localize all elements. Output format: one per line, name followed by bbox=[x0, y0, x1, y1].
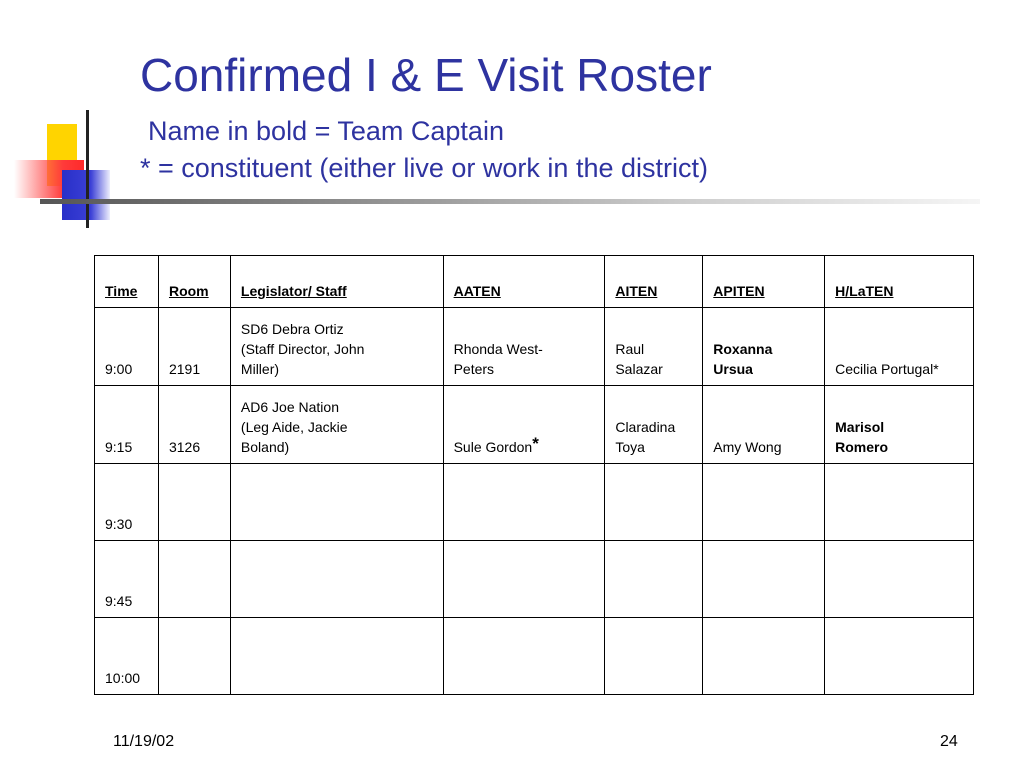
legislator-line: (Staff Director, John bbox=[240, 341, 365, 357]
title-divider-line bbox=[40, 199, 980, 204]
cell-aaten bbox=[443, 464, 605, 541]
visit-roster-table bbox=[94, 255, 974, 695]
hlaten-name-line: Romero bbox=[835, 439, 889, 455]
cell-apiten bbox=[703, 464, 825, 541]
cell-time: 9:45 bbox=[95, 541, 159, 618]
column-header-hlaten: H/LaTEN bbox=[825, 256, 974, 308]
cell-apiten-captain bbox=[703, 308, 825, 386]
cell-hlaten bbox=[825, 618, 974, 695]
table-row bbox=[95, 618, 974, 695]
footer-page-number: 24 bbox=[940, 733, 958, 750]
subtitle-legend-bold: Name in bold = Team Captain bbox=[148, 116, 504, 146]
aaten-name-line: Peters bbox=[453, 361, 495, 377]
cell-apiten: Amy Wong bbox=[703, 386, 825, 464]
table-row bbox=[95, 386, 974, 464]
aaten-name: Sule Gordon bbox=[453, 439, 533, 455]
table-row bbox=[95, 541, 974, 618]
slide-title: Confirmed I & E Visit Roster bbox=[140, 49, 712, 101]
aiten-name-line: Raul bbox=[615, 341, 645, 357]
cell-apiten bbox=[703, 541, 825, 618]
cell-time: 9:30 bbox=[95, 464, 159, 541]
footer-date: 11/19/02 bbox=[113, 733, 175, 750]
constituent-mark: * bbox=[532, 434, 539, 453]
cell-aaten bbox=[443, 618, 605, 695]
cell-hlaten bbox=[825, 464, 974, 541]
legislator-line: AD6 Joe Nation bbox=[240, 399, 339, 415]
hlaten-name-line: Marisol bbox=[835, 419, 885, 435]
cell-aaten bbox=[443, 386, 605, 464]
cell-room bbox=[158, 464, 230, 541]
cell-hlaten bbox=[825, 541, 974, 618]
cell-time: 9:00 bbox=[95, 308, 159, 386]
aaten-name-line: Rhonda West- bbox=[453, 341, 543, 357]
cell-time: 9:15 bbox=[95, 386, 159, 464]
table-row bbox=[95, 308, 974, 386]
cell-time: 10:00 bbox=[95, 618, 159, 695]
cell-aiten bbox=[605, 464, 703, 541]
apiten-name-line: Ursua bbox=[713, 361, 753, 377]
cell-legislator bbox=[230, 618, 443, 695]
table-row bbox=[95, 464, 974, 541]
cell-aiten bbox=[605, 618, 703, 695]
legislator-line: (Leg Aide, Jackie bbox=[240, 419, 348, 435]
cell-aiten bbox=[605, 308, 703, 386]
cell-aaten bbox=[443, 308, 605, 386]
apiten-name-line: Roxanna bbox=[713, 341, 773, 357]
legislator-line: Boland) bbox=[240, 439, 290, 455]
column-header-room: Room bbox=[158, 256, 230, 308]
subtitle-legend-asterisk: * = constituent (either live or work in the district) bbox=[140, 153, 708, 183]
cell-hlaten-captain bbox=[825, 386, 974, 464]
cell-legislator bbox=[230, 464, 443, 541]
cell-legislator bbox=[230, 308, 443, 386]
cell-apiten bbox=[703, 618, 825, 695]
cell-aaten bbox=[443, 541, 605, 618]
aiten-name-line: Salazar bbox=[615, 361, 663, 377]
cell-room: 3126 bbox=[158, 386, 230, 464]
table-header-row bbox=[95, 256, 974, 308]
cell-room bbox=[158, 618, 230, 695]
column-header-aaten: AATEN bbox=[443, 256, 605, 308]
column-header-aiten: AITEN bbox=[605, 256, 703, 308]
cell-aiten bbox=[605, 386, 703, 464]
legislator-line: Miller) bbox=[240, 361, 280, 377]
cell-legislator bbox=[230, 386, 443, 464]
cell-aiten bbox=[605, 541, 703, 618]
column-header-legislator: Legislator/ Staff bbox=[230, 256, 443, 308]
decor-vertical-line bbox=[86, 110, 89, 228]
column-header-apiten: APITEN bbox=[703, 256, 825, 308]
aiten-name-line: Toya bbox=[615, 439, 645, 455]
aiten-name-line: Claradina bbox=[615, 419, 676, 435]
cell-legislator bbox=[230, 541, 443, 618]
cell-room bbox=[158, 541, 230, 618]
cell-room: 2191 bbox=[158, 308, 230, 386]
cell-hlaten: Cecilia Portugal* bbox=[825, 308, 974, 386]
legislator-line: SD6 Debra Ortiz bbox=[240, 321, 344, 337]
column-header-time: Time bbox=[95, 256, 159, 308]
